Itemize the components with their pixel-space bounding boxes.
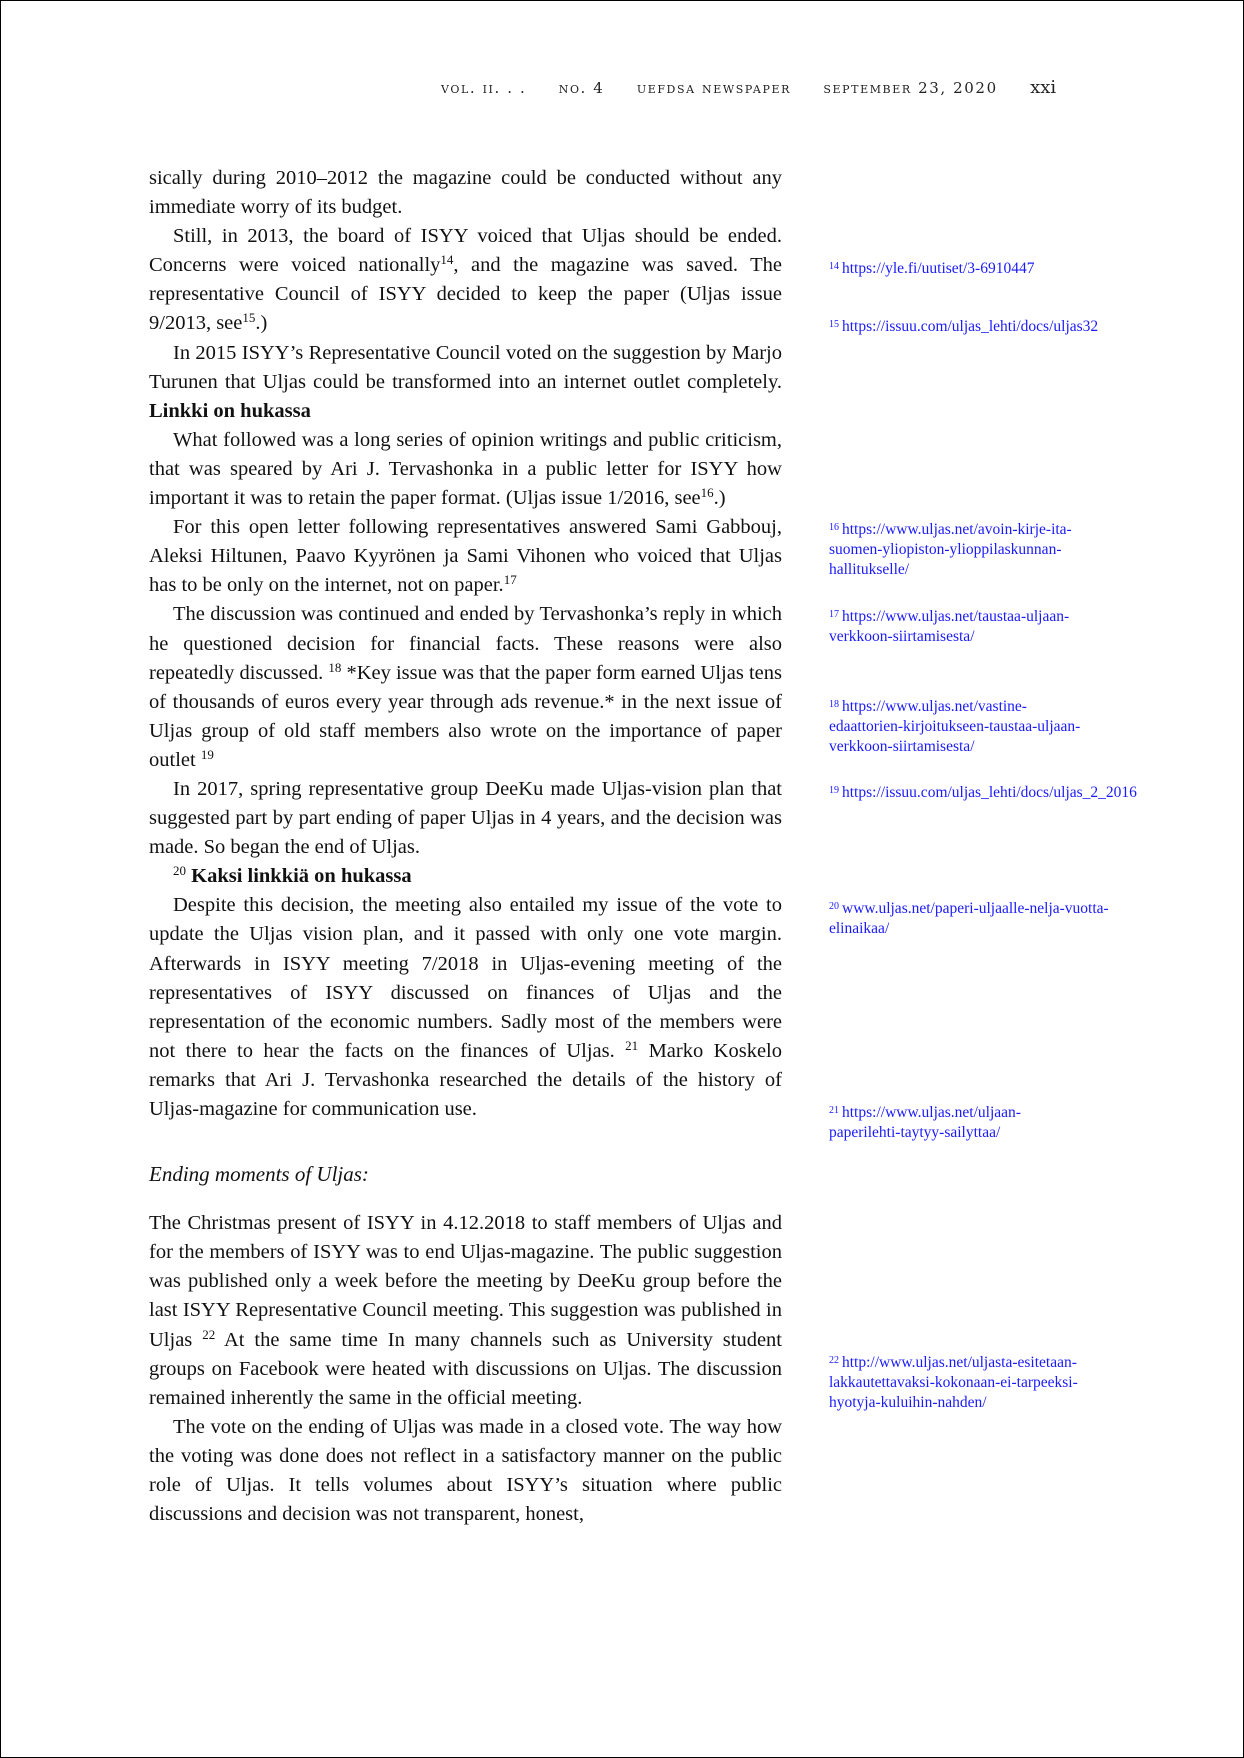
sidenote-number: 21: [829, 1105, 839, 1116]
sidenote-number: 19: [829, 785, 839, 796]
footnote-ref[interactable]: 19: [200, 746, 214, 762]
sidenote-link[interactable]: www.uljas.net/paperi-uljaalle-nelja-vuotta-elinaikaa/: [829, 900, 1109, 937]
sidenote-link[interactable]: https://issuu.com/uljas_lehti/docs/uljas_2_2016: [842, 784, 1137, 801]
sidenote-15: [829, 315, 1229, 337]
footnote-ref[interactable]: 16: [700, 485, 714, 501]
paragraph: sically during 2010–2012 the magazine could be conducted without any immediate worry of its budget.: [149, 167, 782, 219]
sidenote-18: [829, 695, 1089, 757]
running-header: [441, 77, 1121, 98]
sidenote-link[interactable]: https://www.uljas.net/taustaa-uljaan-verkkoon-siirtamisesta/: [829, 608, 1070, 645]
sidenote-link[interactable]: https://yle.fi/uutiset/3-6910447: [842, 260, 1035, 277]
footnote-ref[interactable]: 21: [625, 1037, 639, 1053]
paragraph: The Christmas present of ISYY in 4.12.2018 to staff members of Uljas and for the members of ISYY was to end Uljas-magazine. The public suggestion was published only a week before the meeting by DeeKu group before the last ISYY Representative Council meeting. This suggestion was published in Uljas $^{22}$ At the same time In many channels such as University student groups on Facebook were heated with discussions on Uljas. The discussion remained inherently the same in the official meeting.: [149, 1212, 782, 1409]
paragraph: In 2015 ISYY’s Representative Council voted on the suggestion by Marjo Turunen that Uljas could be transformed into an internet outlet completely. Linkki on hukassa: [149, 341, 782, 422]
sidenote-20: [829, 897, 1119, 939]
paragraph: [149, 862, 782, 891]
sidenote-link[interactable]: https://www.uljas.net/avoin-kirje-ita-suomen-yliopiston-ylioppilaskunnan-hallitukselle/: [829, 521, 1072, 578]
sidenote-21: [829, 1101, 1089, 1143]
footnote-ref[interactable]: 15: [242, 310, 256, 326]
sidenote-link[interactable]: https://issuu.com/uljas_lehti/docs/uljas32: [842, 318, 1099, 335]
header-number: no. 4: [558, 79, 605, 97]
sidenote-14: [829, 257, 1229, 279]
header-page-number: xxi: [1030, 77, 1057, 98]
sidenote-22: [829, 1351, 1119, 1413]
footnote-ref[interactable]: 14: [440, 252, 454, 268]
sidenote-link[interactable]: http://www.uljas.net/uljasta-esitetaan-lakkautettavaksi-kokonaan-ei-tarpeeksi-hyotyja-kuluihin-nahden/: [829, 1354, 1078, 1411]
footnote-ref[interactable]: 20: [173, 863, 186, 879]
paragraph: Still, in 2013, the board of ISYY voiced that Uljas should be ended. Concerns were voiced nationally$^{14}$, and the magazine was saved. The representative Council of ISYY decided to keep the paper (Uljas issue 9/2013, see$^{15}$.): [149, 225, 782, 335]
main-text-column: [149, 164, 782, 1529]
sidenote-16: [829, 518, 1089, 580]
sidenote-number: 22: [829, 1355, 839, 1366]
sidenote-number: 14: [829, 261, 839, 272]
paragraph: In 2017, spring representative group DeeKu made Uljas-vision plan that suggested part by part ending of paper Uljas in 4 years, and the decision was made. So began the end of Uljas.: [149, 777, 782, 859]
paragraph: What followed was a long series of opinion writings and public criticism, that was speared by Ari J. Tervashonka in a public letter for ISYY how important it was to retain the paper format. (Uljas issue 1/2016, see$^{16}$.): [149, 428, 782, 510]
header-volume: vol. ii. . .: [441, 79, 527, 97]
paragraph: Despite this decision, the meeting also entailed my issue of the vote to update the Uljas vision plan, and it passed with only one vote margin. Afterwards in ISYY meeting 7/2018 in Uljas-evening meeting of the representatives of ISYY discussed on finances of Uljas and the representation of the economic numbers. Sadly most of the members were not there to hear the facts on the finances of Uljas. $^{21}$ Marko Koskelo remarks that Ari J. Tervashonka researched the details of the history of Uljas-magazine for communication use.: [149, 894, 782, 1120]
sidenote-number: 18: [829, 699, 839, 710]
paragraph: The discussion was continued and ended by Tervashonka’s reply in which he questioned decision for financial facts. These reasons were also repeatedly discussed. $^{18}$ *Key issue was that the paper form earned Uljas tens of thousands of euros every year through ads revenue.* in the next issue of Uljas group of old staff members also wrote on the importance of paper outlet $^{19}$: [149, 603, 782, 771]
footnote-ref[interactable]: 18: [328, 659, 342, 675]
header-date: september 23, 2020: [823, 79, 998, 97]
paragraph: For this open letter following representatives answered Sami Gabbouj, Aleksi Hiltunen, Paavo Kyyrönen ja Sami Vihonen who voiced that Uljas has to be only on the internet, not on paper.$^{17}$: [149, 516, 782, 597]
sidenote-number: 15: [829, 319, 839, 330]
sidenote-link[interactable]: https://www.uljas.net/vastine-edaattorien-kirjoitukseen-taustaa-uljaan-verkkoon-siirtamisesta/: [829, 698, 1081, 755]
sidenote-17: [829, 605, 1089, 647]
section-heading: Ending moments of Uljas:: [149, 1162, 369, 1187]
sidenote-link[interactable]: https://www.uljas.net/uljaan-paperilehti-taytyy-sailyttaa/: [829, 1104, 1021, 1141]
sidenote-number: 17: [829, 609, 839, 620]
sidenote-number: 20: [829, 901, 839, 912]
paragraph: The vote on the ending of Uljas was made in a closed vote. The way how the voting was done does not reflect in a satisfactory manner on the public role of Uljas. It tells volumes about ISYY’s situation where public discussions and decision was not transparent, honest,: [149, 1415, 782, 1526]
bold-marker: Linkki on hukassa: [149, 399, 311, 422]
footnote-ref[interactable]: 22: [202, 1326, 216, 1342]
bold-marker: Kaksi linkkiä on hukassa: [191, 865, 412, 888]
sidenote-number: 16: [829, 522, 839, 533]
sidenote-19: [829, 781, 1229, 803]
header-publication: uefdsa newspaper: [636, 79, 791, 97]
footnote-ref[interactable]: 17: [503, 572, 517, 588]
